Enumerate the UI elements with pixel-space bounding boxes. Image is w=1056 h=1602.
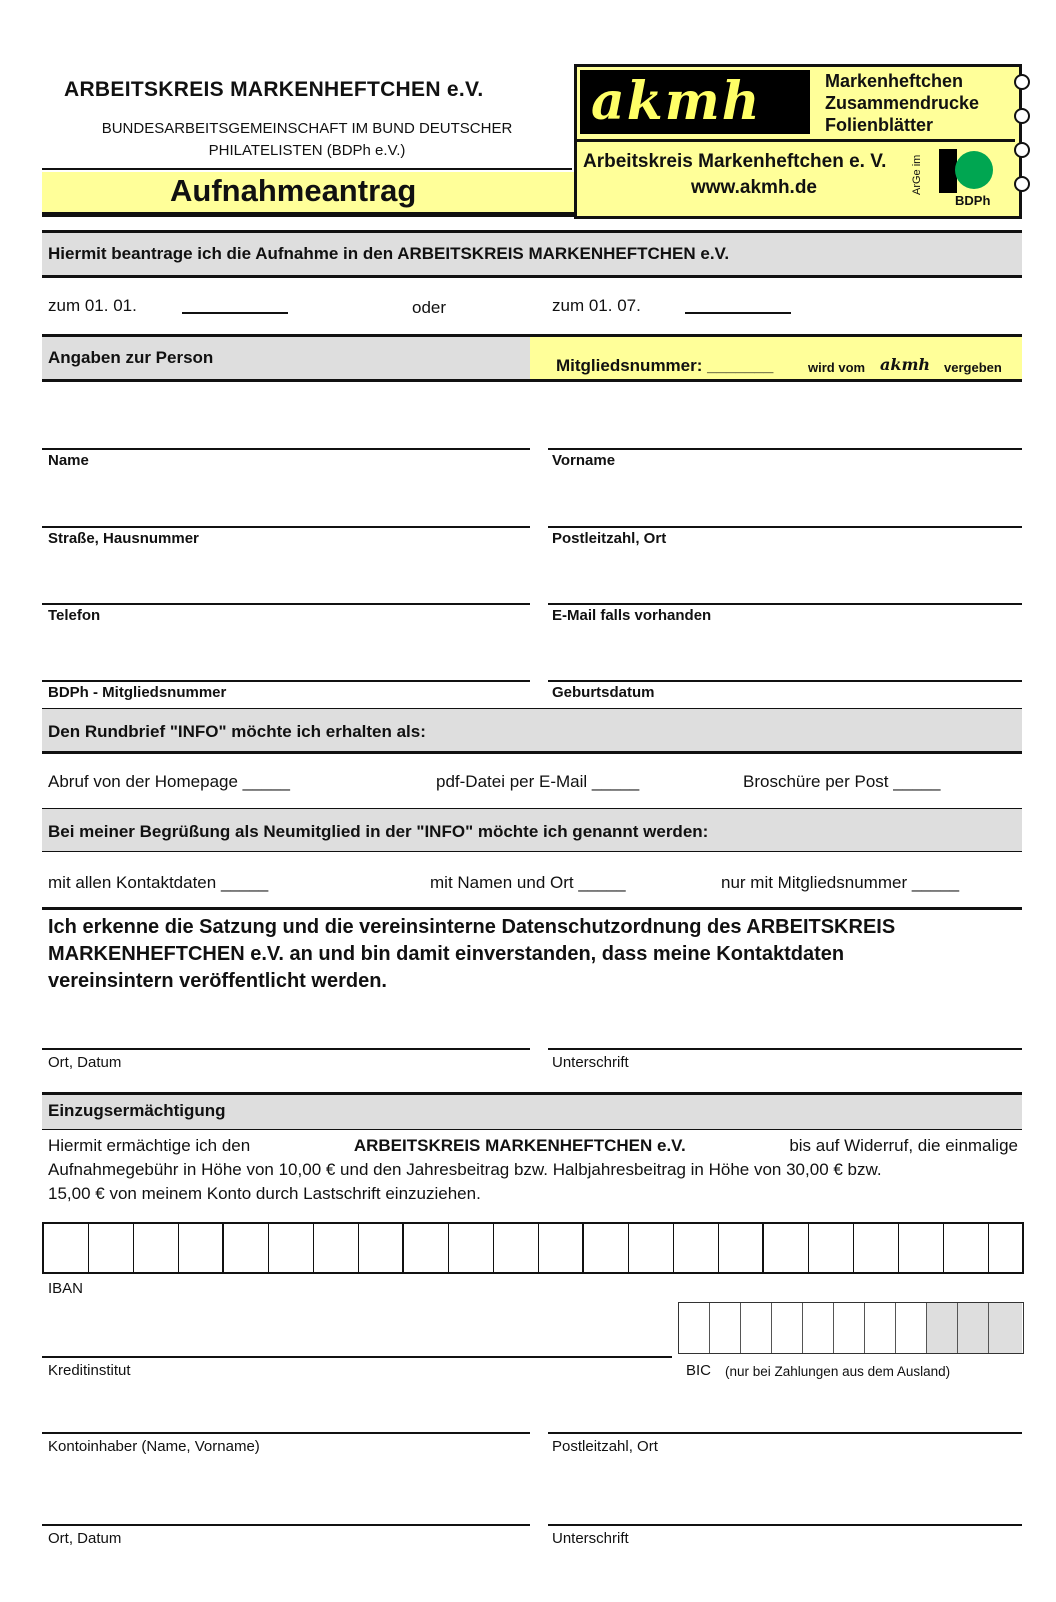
logo-wordmark: akmh [591,71,762,132]
iban-label: IBAN [48,1280,84,1297]
org-subtitle-line1: BUNDESARBEITSGEMEINSCHAFT IM BUND DEUTSCHER [101,120,513,137]
kontoinhaber-line[interactable] [42,1432,530,1434]
email-label: E-Mail falls vorhanden [552,607,712,624]
bic-cell-optional[interactable] [927,1303,958,1353]
logo-topic1: Markenheftchen [825,71,964,91]
iban-cell[interactable] [584,1224,629,1272]
strasse-label: Straße, Hausnummer [48,530,199,547]
debit-ort-datum-line[interactable] [42,1524,530,1526]
iban-cell[interactable] [494,1224,539,1272]
telefon-line[interactable] [42,603,530,605]
iban-cell[interactable] [134,1224,179,1272]
logo-topic2: Zusammendrucke [825,93,980,113]
plz-ort-label: Postleitzahl, Ort [552,530,667,547]
consent-signature-label: Unterschrift [552,1054,629,1071]
bdph-number-label: BDPh - Mitgliedsnummer [48,684,227,701]
bic-label: BIC [686,1362,712,1379]
debit-heading: Einzugsermächtigung [48,1101,226,1120]
iban-cell[interactable] [89,1224,134,1272]
bic-input-grid[interactable] [678,1302,1024,1354]
vorname-label: Vorname [552,452,616,469]
consent-line1: Ich erkenne die Satzung und die vereinsinterne Datenschutzordnung des ARBEITSKREIS [48,916,896,938]
newsletter-option-homepage[interactable]: Abruf von der Homepage _____ [48,772,290,791]
consent-top-rule [42,907,1022,910]
iban-cell[interactable] [179,1224,224,1272]
iban-cell[interactable] [269,1224,314,1272]
email-line[interactable] [548,603,1022,605]
vorname-line[interactable] [548,448,1022,450]
debit-plz-ort-line[interactable] [548,1432,1022,1434]
consent-signature-line[interactable] [548,1048,1022,1050]
person-heading: Angaben zur Person [48,348,214,367]
iban-cell[interactable] [224,1224,269,1272]
newsletter-option-post[interactable]: Broschüre per Post _____ [743,772,941,791]
logo-topic3: Folienblätter [825,115,934,135]
geburtsdatum-line[interactable] [548,680,1022,682]
bic-cell-optional[interactable] [958,1303,989,1353]
debit-text-line1 [48,1136,1018,1156]
iban-cell[interactable] [944,1224,989,1272]
start-option-january-line[interactable] [182,312,288,314]
iban-cell[interactable] [44,1224,89,1272]
bic-cell[interactable] [803,1303,834,1353]
bic-cell[interactable] [865,1303,896,1353]
consent-ort-datum-line[interactable] [42,1048,530,1050]
consent-line3: vereinsintern veröffentlicht werden. [48,970,387,992]
plz-ort-line[interactable] [548,526,1022,528]
logo-arge: ArGe im [911,154,923,195]
bdph-number-line[interactable] [42,680,530,682]
debit-text-post: bis auf Widerruf, die einmalige [789,1136,1018,1155]
akmh-logo [574,64,1022,219]
iban-cell[interactable] [809,1224,854,1272]
greeting-option-member-number[interactable]: nur mit Mitgliedsnummer _____ [721,873,960,892]
bic-note: (nur bei Zahlungen aus dem Ausland) [725,1364,951,1379]
iban-cell[interactable] [404,1224,449,1272]
logo-separator [577,139,1015,142]
or-label: oder [412,298,447,317]
name-label: Name [48,452,89,469]
logo-perforation [1014,70,1028,210]
geburtsdatum-label: Geburtsdatum [552,684,655,701]
kontoinhaber-label: Kontoinhaber (Name, Vorname) [48,1438,260,1455]
newsletter-option-pdf[interactable]: pdf-Datei per E-Mail _____ [436,772,640,791]
kreditinstitut-line[interactable] [42,1356,672,1358]
logo-bdph: BDPh [955,193,991,208]
iban-cell[interactable] [899,1224,944,1272]
consent-ort-datum-label: Ort, Datum [48,1054,122,1071]
bic-cell[interactable] [896,1303,927,1353]
strasse-line[interactable] [42,526,530,528]
logo-green-circle [955,151,993,189]
logo-line2: www.akmh.de [691,177,817,198]
iban-cell[interactable] [674,1224,719,1272]
org-name: ARBEITSKREIS MARKENHEFTCHEN e.V. [64,78,484,101]
start-option-july: zum 01. 07. [552,296,641,315]
bic-cell[interactable] [772,1303,803,1353]
start-option-january: zum 01. 01. [48,296,137,315]
newsletter-heading: Den Rundbrief "INFO" möchte ich erhalten als: [48,722,426,741]
bic-cell-optional[interactable] [989,1303,1022,1353]
org-subtitle-line2: PHILATELISTEN (BDPh e.V.) [208,142,406,159]
iban-input-grid[interactable] [42,1222,1024,1274]
debit-plz-ort-label: Postleitzahl, Ort [552,1438,658,1455]
debit-ort-datum-label: Ort, Datum [48,1530,122,1547]
name-line[interactable] [42,448,530,450]
member-number-assigned-post: vergeben [944,360,1002,375]
debit-text-pre: Hiermit ermächtige ich den [48,1136,251,1155]
member-number-label: Mitgliedsnummer: _______ [556,356,774,375]
kreditinstitut-label: Kreditinstitut [48,1362,131,1379]
debit-text-org: ARBEITSKREIS MARKENHEFTCHEN e.V. [353,1136,686,1155]
form-title: Aufnahmeantrag [170,173,417,208]
bic-cell[interactable] [834,1303,865,1353]
start-option-july-line[interactable] [685,312,791,314]
consent-line2: MARKENHEFTCHEN e.V. an und bin damit einverstanden, dass meine Kontaktdaten [48,943,845,965]
telefon-label: Telefon [48,607,101,624]
iban-cell[interactable] [314,1224,359,1272]
logo-line1: Arbeitskreis Markenheftchen e. V. [583,151,887,172]
iban-cell[interactable] [359,1224,404,1272]
iban-cell[interactable] [539,1224,584,1272]
iban-cell[interactable] [764,1224,809,1272]
debit-signature-label: Unterschrift [552,1530,629,1547]
debit-signature-line[interactable] [548,1524,1022,1526]
iban-cell[interactable] [629,1224,674,1272]
greeting-heading: Bei meiner Begrüßung als Neumitglied in der "INFO" möchte ich genannt werden: [48,822,709,841]
member-number-assigned-pre: wird vom [808,360,866,375]
bic-cell[interactable] [741,1303,772,1353]
bic-cell[interactable] [710,1303,741,1353]
debit-text-line3: 15,00 € von meinem Konto durch Lastschrift einzuziehen. [48,1184,481,1203]
bic-cell[interactable] [679,1303,710,1353]
greeting-option-all[interactable]: mit allen Kontaktdaten _____ [48,873,269,892]
iban-cell[interactable] [854,1224,899,1272]
iban-cell[interactable] [719,1224,764,1272]
application-heading: Hiermit beantrage ich die Aufnahme in den ARBEITSKREIS MARKENHEFTCHEN e.V. [48,244,730,263]
debit-text-line2: Aufnahmegebühr in Höhe von 10,00 € und den Jahresbeitrag bzw. Halbjahresbeitrag in Höhe von 30,00 € bzw. [48,1160,882,1179]
greeting-option-name-city[interactable]: mit Namen und Ort _____ [430,873,626,892]
header-divider [42,168,572,170]
iban-cell[interactable] [449,1224,494,1272]
member-number-assigned-logo: akmh [880,355,931,374]
